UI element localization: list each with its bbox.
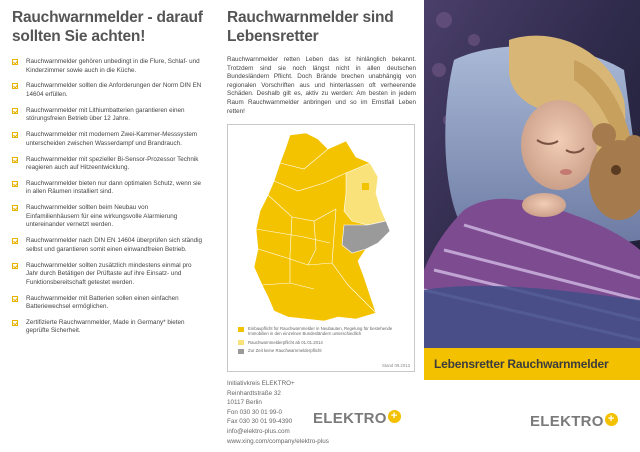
list-item: Rauchwarnmelder mit modernem Zwei-Kammer-Messsystem unterscheiden zwischen Wasserdampf und Brandrauch. <box>12 131 203 148</box>
contact-fax: Fax 030 30 01 99-4390 <box>227 418 293 426</box>
sleeping-child-photo <box>424 0 640 348</box>
contact-phone: Fon 030 30 01 99-0 <box>227 408 282 416</box>
list-item: Rauchwarnmelder mit Lithiumbatterien garantieren einen störungsfreien Betrieb über 12 Jahre. <box>12 107 203 124</box>
info-panel <box>213 0 424 452</box>
contact-org: Initiativkreis ELEKTRO+ <box>227 380 295 387</box>
checkbox-icon <box>12 263 18 269</box>
list-item: Rauchwarnmelder mit spezieller Bi-Sensor-Prozessor Technik reagieren auch auf Hitzeentwicklung. <box>12 156 203 173</box>
list-item: Rauchwarnmelder bieten nur dann optimalen Schutz, wenn sie in allen Räumen installiert sind. <box>12 180 203 197</box>
list-item: Rauchwarnmelder nach DIN EN 14604 überprüfen sich ständig selbst und garantieren somit einen einwandfreien Betrieb. <box>12 237 203 254</box>
checkbox-icon <box>12 320 18 326</box>
checklist-title: Rauchwarnmelder - darauf sollten Sie achten! <box>12 9 203 45</box>
legend-swatch <box>238 349 244 354</box>
list-item: Rauchwarnmelder sollten zusätzlich mindestens einmal pro Jahr durch Betätigen der Prüftaste auf ihre Einsatz- und Funktionsbereitschaft getestet werden. <box>12 262 203 288</box>
plus-icon: + <box>605 413 618 426</box>
title-banner <box>424 348 640 380</box>
map-region-none <box>342 221 390 253</box>
checkbox-icon <box>12 205 18 211</box>
legend-item: Zur Zeit keine Rauchwarnmelderpflicht <box>238 348 410 353</box>
elektro-plus-logo: ELEKTRO + <box>313 410 401 427</box>
intro-text: Rauchwarnmelder retten Leben das ist hinlänglich bekannt. Trotzdem sind sie noch längst nicht in allen deutschen Bundesländern Pflicht. Doch Brände brechen unabhängig von regionalen Vorschriften aus und hinterlassen oft verheerende Schäden. Deshalb gilt es, aktiv zu werden: Am besten in jedem Raum Rauchwarnmelder anbringen und so im Ernstfall Leben retten! <box>227 56 416 115</box>
banner-title: Lebensretter Rauchwarnmelder <box>434 357 609 371</box>
photo-illustration <box>424 0 640 348</box>
plus-icon: + <box>388 410 401 423</box>
germany-map <box>227 124 415 372</box>
list-item: Rauchwarnmelder sollten die Anforderungen der Norm DIN EN 14604 erfüllen. <box>12 82 203 99</box>
contact-street: Reinhardtstraße 32 <box>227 389 281 397</box>
contact-xing-link[interactable]: www.xing.com/company/elektro-plus <box>227 437 329 445</box>
list-item: Zertifizierte Rauchwarnmelder, Made in Germany* bieten geprüfte Sicherheit. <box>12 319 203 336</box>
legend-item: Einbaupflicht für Rauchwarnmelder in Neubauten, Regelung für bestehende Immobilien in den einzelnen Bundesländern unterschiedlich <box>238 326 410 337</box>
legend-swatch <box>238 327 244 332</box>
checkbox-icon <box>12 59 18 65</box>
map-legend <box>238 326 410 357</box>
list-item: Rauchwarnmelder sollten beim Neubau von Einfamilienhäusern für eine wirkungsvolle Alarmierung untereinander vernetzt werden. <box>12 204 203 230</box>
map-region-2014 <box>344 163 386 225</box>
map-graphic <box>228 125 416 325</box>
checkbox-icon <box>12 157 18 163</box>
map-date-note: Stand 09.2013 <box>382 363 410 368</box>
checkbox-icon <box>12 181 18 187</box>
checkbox-icon <box>12 83 18 89</box>
list-item: Rauchwarnmelder mit Batterien sollen einen einfachen Batteriewechsel ermöglichen. <box>12 295 203 312</box>
checkbox-icon <box>12 132 18 138</box>
cover-panel <box>424 0 640 452</box>
checkbox-icon <box>12 296 18 302</box>
contact-city: 10117 Berlin <box>227 399 262 407</box>
legend-swatch <box>238 340 244 345</box>
checklist-panel <box>0 0 213 452</box>
checklist <box>12 58 203 336</box>
info-title: Rauchwarnmelder sind Lebensretter <box>227 9 394 45</box>
checkbox-icon <box>12 238 18 244</box>
contact-email-link[interactable]: info@elektro-plus.com <box>227 427 290 435</box>
list-item: Rauchwarnmelder gehören unbedingt in die Flure, Schlaf- und Kinderzimmer sowie auch in die Küche. <box>12 58 203 75</box>
checkbox-icon <box>12 108 18 114</box>
legend-item: Rauchwarnmelderpflicht ab 01.01.2014 <box>238 340 410 345</box>
elektro-plus-logo: ELEKTRO + <box>530 413 618 430</box>
